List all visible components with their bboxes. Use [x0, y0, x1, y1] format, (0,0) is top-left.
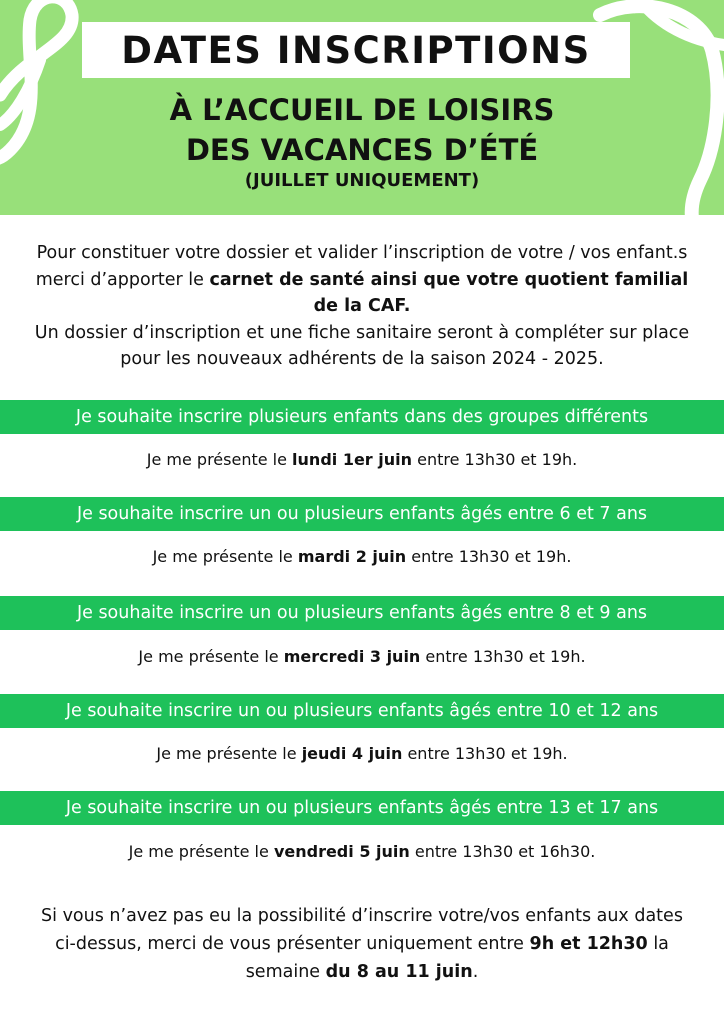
outro-week: du 8 au 11 juin — [325, 962, 473, 982]
session-pre: Je me présente le — [128, 842, 274, 861]
session-band: Je souhaite inscrire un ou plusieurs enfants âgés entre 10 et 12 ans — [0, 694, 724, 728]
outro-hours: 9h et 12h30 — [529, 934, 648, 954]
session-line — [0, 547, 724, 566]
intro-text: Pour constituer votre dossier et valider l’inscription de votre / vos enfant.s merci d’apporter le — [35, 243, 688, 290]
subtitle-note: (JUILLET UNIQUEMENT) — [244, 170, 480, 191]
session-post: entre 13h30 et 16h30. — [409, 842, 596, 861]
subtitle-line-2: DES VACANCES D’ÉTÉ — [185, 133, 539, 167]
session-band: Je souhaite inscrire un ou plusieurs enfants âgés entre 8 et 9 ans — [0, 596, 724, 630]
intro-text-2: Un dossier d’inscription et une fiche sanitaire seront à compléter sur place pour les nouveaux adhérents de la saison 2024 - 2025. — [34, 322, 690, 369]
session-post: entre 13h30 et 19h. — [420, 647, 586, 666]
session-band: Je souhaite inscrire un ou plusieurs enfants âgés entre 13 et 17 ans — [0, 791, 724, 825]
session-post: entre 13h30 et 19h. — [406, 547, 572, 566]
session-day: lundi 1er juin — [292, 450, 413, 469]
page-title: DATES INSCRIPTIONS — [121, 28, 591, 72]
outro-text: Si vous n’avez pas eu la possibilité d’inscrire votre/vos enfants aux dates ci-dessus, merci de vous présenter uniquement entre — [41, 906, 683, 954]
session-pre: Je me présente le — [152, 547, 298, 566]
session-day: mardi 2 juin — [297, 547, 407, 566]
intro-paragraph — [30, 240, 694, 373]
session-day: vendredi 5 juin — [273, 842, 410, 861]
session-pre: Je me présente le — [156, 744, 302, 763]
session-pre: Je me présente le — [138, 647, 284, 666]
session-post: entre 13h30 et 19h. — [412, 450, 578, 469]
session-band: Je souhaite inscrire un ou plusieurs enfants âgés entre 6 et 7 ans — [0, 497, 724, 531]
outro-paragraph — [30, 902, 694, 986]
outro-text-2: la semaine — [245, 934, 669, 982]
session-line — [0, 842, 724, 861]
header-banner — [0, 0, 724, 215]
session-day: mercredi 3 juin — [283, 647, 421, 666]
session-band: Je souhaite inscrire plusieurs enfants dans des groupes différents — [0, 400, 724, 434]
session-post: entre 13h30 et 19h. — [402, 744, 568, 763]
session-line — [0, 744, 724, 763]
title-box — [82, 22, 630, 78]
session-line — [0, 647, 724, 666]
intro-bold-text: carnet de santé ainsi que votre quotient familial de la CAF. — [209, 269, 689, 316]
session-line — [0, 450, 724, 469]
session-day: jeudi 4 juin — [301, 744, 403, 763]
outro-end: . — [472, 962, 479, 982]
subtitle-line-1: À L’ACCUEIL DE LOISIRS — [169, 93, 555, 127]
session-pre: Je me présente le — [146, 450, 293, 469]
